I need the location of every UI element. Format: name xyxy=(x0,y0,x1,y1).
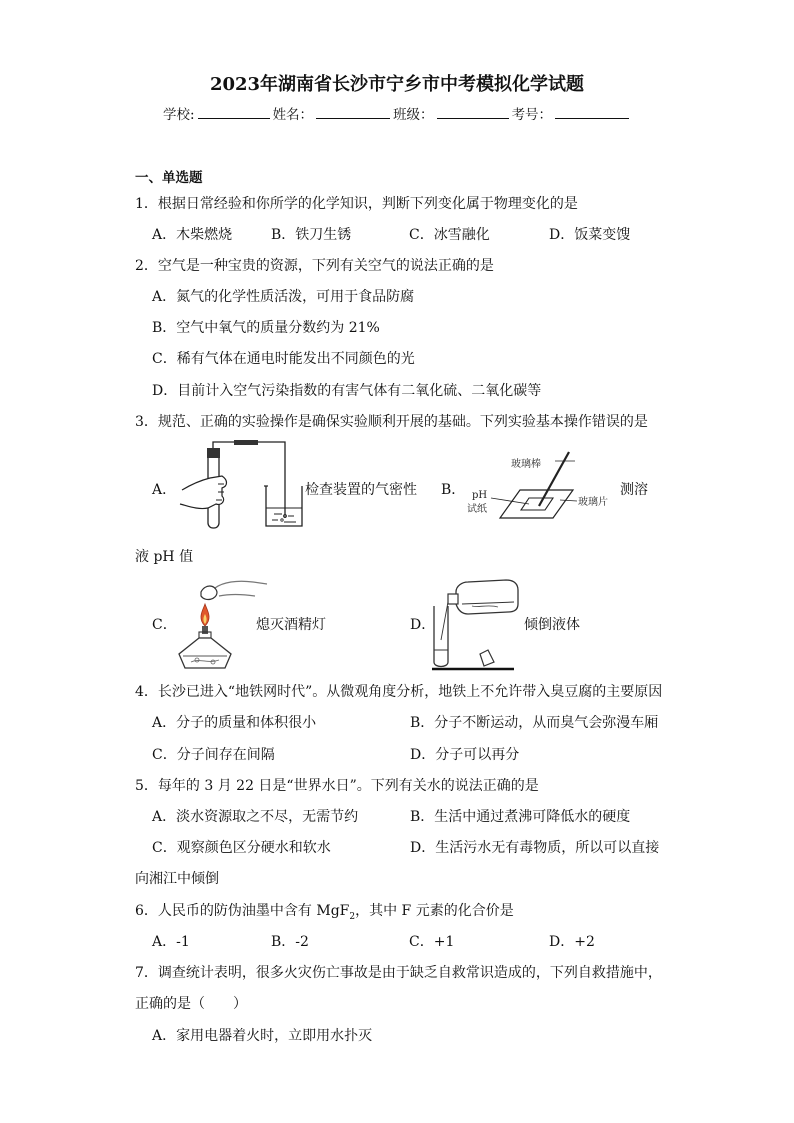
q4-option-b: B．分子不断运动，从而臭气会弥漫车厢 xyxy=(410,715,659,731)
q1-option-c: C．冰雪融化 xyxy=(409,227,490,243)
question-2-stem: 2．空气是一种宝贵的资源，下列有关空气的说法正确的是 xyxy=(135,258,494,274)
q6-option-c: C．+1 xyxy=(409,934,455,950)
class-label: 班级： xyxy=(393,107,434,123)
question-7-stem-line-1: 7．调查统计表明，很多火灾伤亡事故是由于缺乏自救常识造成的，下列自救措施中， xyxy=(135,965,662,981)
school-label: 学校: xyxy=(163,107,195,123)
q4-option-a: A．分子的质量和体积很小 xyxy=(152,715,317,731)
school-blank xyxy=(198,106,270,119)
q3-option-b-letter: B． xyxy=(441,482,466,498)
q2-option-a: A．氮气的化学性质活泼，可用于食品防腐 xyxy=(152,289,415,305)
ph-label: pH xyxy=(472,490,488,501)
question-1-stem: 1．根据日常经验和你所学的化学知识，判断下列变化属于物理变化的是 xyxy=(135,196,578,212)
q5-option-b: B．生活中通过煮沸可降低水的硬度 xyxy=(410,809,631,825)
q5-option-d: D．生活污水无有毒物质，所以可以直接 xyxy=(410,840,660,856)
q3-option-d-text: 倾倒液体 xyxy=(524,617,580,633)
q3-option-c-text: 熄灭酒精灯 xyxy=(256,617,326,633)
q5-option-c: C．观察颜色区分硬水和软水 xyxy=(152,840,331,856)
section-heading: 一、单选题 xyxy=(135,170,203,186)
q3-option-b-text: 测溶 xyxy=(620,482,648,498)
q5-option-d-wrap: 向湘江中倾倒 xyxy=(135,871,219,887)
q3-option-a-letter: A． xyxy=(152,482,177,498)
question-4-stem: 4．长沙已进入“地铁网时代”。从微观角度分析，地铁上不允许带入臭豆腐的主要原因 xyxy=(135,684,663,700)
q6-option-a: A．-1 xyxy=(152,934,190,950)
test-paper-label: 试纸 xyxy=(467,504,487,515)
q6-option-d: D．+2 xyxy=(549,934,595,950)
q6-stem-pre: 6．人民币的防伪油墨中含有 MgF xyxy=(135,903,350,919)
q2-option-c: C．稀有气体在通电时能发出不同颜色的光 xyxy=(152,351,415,367)
question-6-stem xyxy=(135,900,514,922)
airtightness-check-figure xyxy=(178,440,308,532)
q3-option-a-text: 检查装置的气密性 xyxy=(305,482,417,498)
q6-stem-post: ，其中 F 元素的化合价是 xyxy=(355,903,514,919)
glass-slide-label: 玻璃片 xyxy=(578,497,608,508)
q5-option-a: A．淡水资源取之不尽，无需节约 xyxy=(152,809,359,825)
name-label: 姓名： xyxy=(272,107,314,123)
number-label: 考号： xyxy=(511,107,553,123)
q7-option-a: A．家用电器着火时，立即用水扑灭 xyxy=(152,1028,373,1044)
number-blank xyxy=(555,106,629,119)
q3-option-d-letter: D． xyxy=(410,617,436,633)
q4-option-d: D．分子可以再分 xyxy=(410,747,520,763)
q6-stem-subscript: 2 xyxy=(349,911,356,922)
q1-option-d: D．饭菜变馊 xyxy=(549,227,631,243)
page-title: 2023年湖南省长沙市宁乡市中考模拟化学试题 xyxy=(209,74,585,95)
student-info-line xyxy=(163,103,632,123)
pouring-liquid-figure xyxy=(432,574,522,672)
q3-option-c-letter: C． xyxy=(152,617,177,633)
name-blank xyxy=(316,106,390,119)
q2-option-d: D．目前计入空气污染指数的有害气体有二氧化硫、二氧化碳等 xyxy=(152,383,542,399)
q6-option-b: B．-2 xyxy=(271,934,309,950)
ph-test-figure xyxy=(465,450,625,525)
question-5-stem: 5．每年的 3 月 22 日是“世界水日”。下列有关水的说法正确的是 xyxy=(135,778,539,794)
question-3-stem: 3．规范、正确的实验操作是确保实验顺利开展的基础。下列实验基本操作错误的是 xyxy=(135,414,648,430)
q3-option-b-text-wrap: 液 pH 值 xyxy=(135,549,194,565)
q1-option-a: A．木柴燃烧 xyxy=(152,227,233,243)
class-blank xyxy=(437,106,509,119)
glass-rod-label: 玻璃棒 xyxy=(511,459,541,470)
q2-option-b: B．空气中氧气的质量分数约为 21% xyxy=(152,320,380,336)
q4-option-c: C．分子间存在间隔 xyxy=(152,747,275,763)
question-7-stem-line-2: 正确的是（ ） xyxy=(135,996,247,1012)
q1-option-b: B．铁刀生锈 xyxy=(271,227,352,243)
